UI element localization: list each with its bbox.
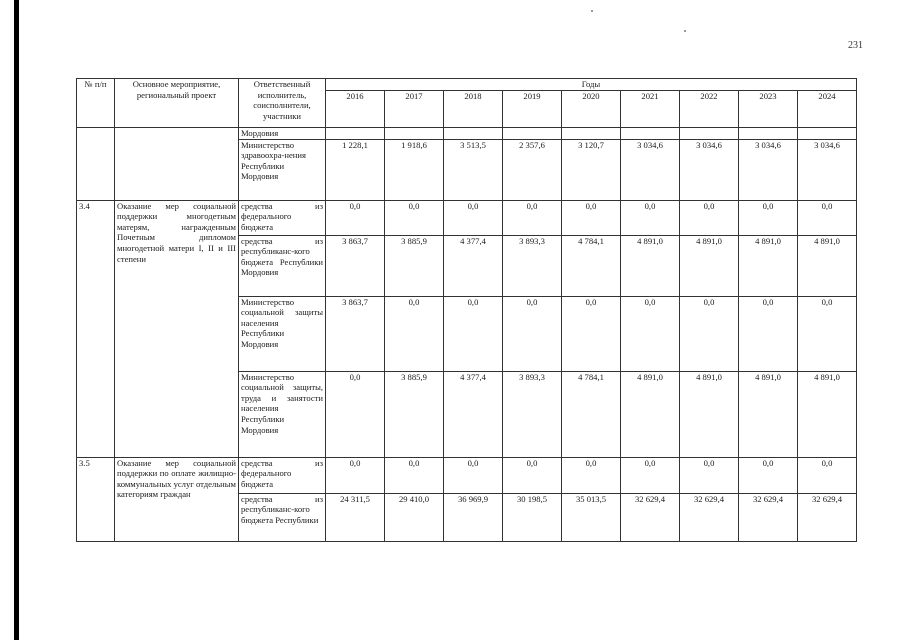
main-activity-cell	[115, 128, 239, 201]
value-cell-2019: 30 198,5	[503, 493, 562, 541]
value-cell-2021: 0,0	[621, 296, 680, 371]
value-cell-2017	[385, 128, 444, 140]
value-cell-2023: 0,0	[739, 457, 798, 493]
value-cell-2022: 3 034,6	[680, 139, 739, 200]
responsible-cell: Министерство социальной защиты, труда и занятости населения Республики Мордовия	[239, 371, 326, 457]
value-cell-2024: 0,0	[798, 200, 857, 235]
table-row	[77, 457, 857, 493]
value-cell-2017: 3 885,9	[385, 371, 444, 457]
value-cell-2023: 3 034,6	[739, 139, 798, 200]
value-cell-2016: 24 311,5	[326, 493, 385, 541]
header-num: № п/п	[77, 79, 115, 128]
scan-speck	[591, 10, 593, 12]
value-cell-2017: 1 918,6	[385, 139, 444, 200]
value-cell-2024: 4 891,0	[798, 235, 857, 296]
table-body	[77, 128, 857, 542]
value-cell-2016: 3 863,7	[326, 235, 385, 296]
responsible-cell: Министерство здравоохра-нения Республики Мордовия	[239, 139, 326, 200]
header-years: Годы	[326, 79, 857, 91]
table-row	[77, 200, 857, 235]
value-cell-2021: 0,0	[621, 200, 680, 235]
value-cell-2021: 4 891,0	[621, 371, 680, 457]
value-cell-2019	[503, 128, 562, 140]
value-cell-2016: 3 863,7	[326, 296, 385, 371]
value-cell-2020: 0,0	[562, 296, 621, 371]
year-header-2016: 2016	[326, 91, 385, 128]
value-cell-2023: 32 629,4	[739, 493, 798, 541]
value-cell-2020: 4 784,1	[562, 235, 621, 296]
responsible-cell: средства из федерального бюджета	[239, 200, 326, 235]
responsible-cell: средства из федерального бюджета	[239, 457, 326, 493]
value-cell-2019: 3 893,3	[503, 371, 562, 457]
value-cell-2022: 4 891,0	[680, 235, 739, 296]
scan-edge	[14, 0, 19, 640]
value-cell-2018: 0,0	[444, 200, 503, 235]
year-header-2021: 2021	[621, 91, 680, 128]
value-cell-2018: 0,0	[444, 457, 503, 493]
responsible-cell: Министерство социальной защиты населения Республики Мордовия	[239, 296, 326, 371]
value-cell-2018: 4 377,4	[444, 235, 503, 296]
value-cell-2021: 0,0	[621, 457, 680, 493]
value-cell-2016: 0,0	[326, 371, 385, 457]
value-cell-2020: 3 120,7	[562, 139, 621, 200]
year-header-2017: 2017	[385, 91, 444, 128]
value-cell-2018: 4 377,4	[444, 371, 503, 457]
year-header-2018: 2018	[444, 91, 503, 128]
value-cell-2022: 32 629,4	[680, 493, 739, 541]
main-activity-cell: Оказание мер социальной поддержки по оплате жилищно-коммунальных услуг отдельным категориям граждан	[115, 457, 239, 541]
value-cell-2024: 4 891,0	[798, 371, 857, 457]
value-cell-2020	[562, 128, 621, 140]
value-cell-2018: 0,0	[444, 296, 503, 371]
year-header-2020: 2020	[562, 91, 621, 128]
year-header-2022: 2022	[680, 91, 739, 128]
value-cell-2024: 0,0	[798, 457, 857, 493]
responsible-cell: средства из республиканс-кого бюджета Республики	[239, 493, 326, 541]
value-cell-2016: 1 228,1	[326, 139, 385, 200]
page-number: 231	[848, 40, 863, 51]
header-responsible: Ответственный исполнитель, соисполнители, участники	[239, 79, 326, 128]
value-cell-2017: 0,0	[385, 200, 444, 235]
value-cell-2019: 0,0	[503, 296, 562, 371]
value-cell-2023: 0,0	[739, 200, 798, 235]
main-activity-cell: Оказание мер социальной поддержки многодетным матерям, награжденным Почетным дипломом многодетной матери I, II и III степени	[115, 200, 239, 457]
header-main-activity: Основное мероприятие, региональный проект	[115, 79, 239, 128]
value-cell-2024: 3 034,6	[798, 139, 857, 200]
budget-table	[76, 78, 857, 542]
value-cell-2024: 32 629,4	[798, 493, 857, 541]
year-header-2019: 2019	[503, 91, 562, 128]
value-cell-2023	[739, 128, 798, 140]
value-cell-2023: 4 891,0	[739, 235, 798, 296]
value-cell-2017: 29 410,0	[385, 493, 444, 541]
value-cell-2022: 0,0	[680, 296, 739, 371]
row-number: 3.5	[77, 457, 115, 541]
value-cell-2022: 0,0	[680, 200, 739, 235]
value-cell-2020: 4 784,1	[562, 371, 621, 457]
table-row	[77, 128, 857, 140]
value-cell-2023: 0,0	[739, 296, 798, 371]
value-cell-2021	[621, 128, 680, 140]
row-number	[77, 128, 115, 201]
year-header-2023: 2023	[739, 91, 798, 128]
value-cell-2019: 0,0	[503, 200, 562, 235]
value-cell-2023: 4 891,0	[739, 371, 798, 457]
value-cell-2021: 4 891,0	[621, 235, 680, 296]
value-cell-2018: 3 513,5	[444, 139, 503, 200]
value-cell-2020: 35 013,5	[562, 493, 621, 541]
value-cell-2022: 4 891,0	[680, 371, 739, 457]
responsible-cell: Мордовия	[239, 128, 326, 140]
value-cell-2021: 3 034,6	[621, 139, 680, 200]
row-number: 3.4	[77, 200, 115, 457]
value-cell-2018: 36 969,9	[444, 493, 503, 541]
value-cell-2017: 0,0	[385, 457, 444, 493]
value-cell-2017: 3 885,9	[385, 235, 444, 296]
value-cell-2021: 32 629,4	[621, 493, 680, 541]
value-cell-2018	[444, 128, 503, 140]
value-cell-2016: 0,0	[326, 457, 385, 493]
value-cell-2020: 0,0	[562, 200, 621, 235]
year-header-2024: 2024	[798, 91, 857, 128]
value-cell-2019: 2 357,6	[503, 139, 562, 200]
value-cell-2017: 0,0	[385, 296, 444, 371]
value-cell-2024	[798, 128, 857, 140]
value-cell-2019: 3 893,3	[503, 235, 562, 296]
value-cell-2016: 0,0	[326, 200, 385, 235]
scan-speck	[684, 30, 686, 32]
value-cell-2022	[680, 128, 739, 140]
responsible-cell: средства из республиканс-кого бюджета Республики Мордовия	[239, 235, 326, 296]
value-cell-2016	[326, 128, 385, 140]
value-cell-2019: 0,0	[503, 457, 562, 493]
value-cell-2024: 0,0	[798, 296, 857, 371]
value-cell-2022: 0,0	[680, 457, 739, 493]
value-cell-2020: 0,0	[562, 457, 621, 493]
